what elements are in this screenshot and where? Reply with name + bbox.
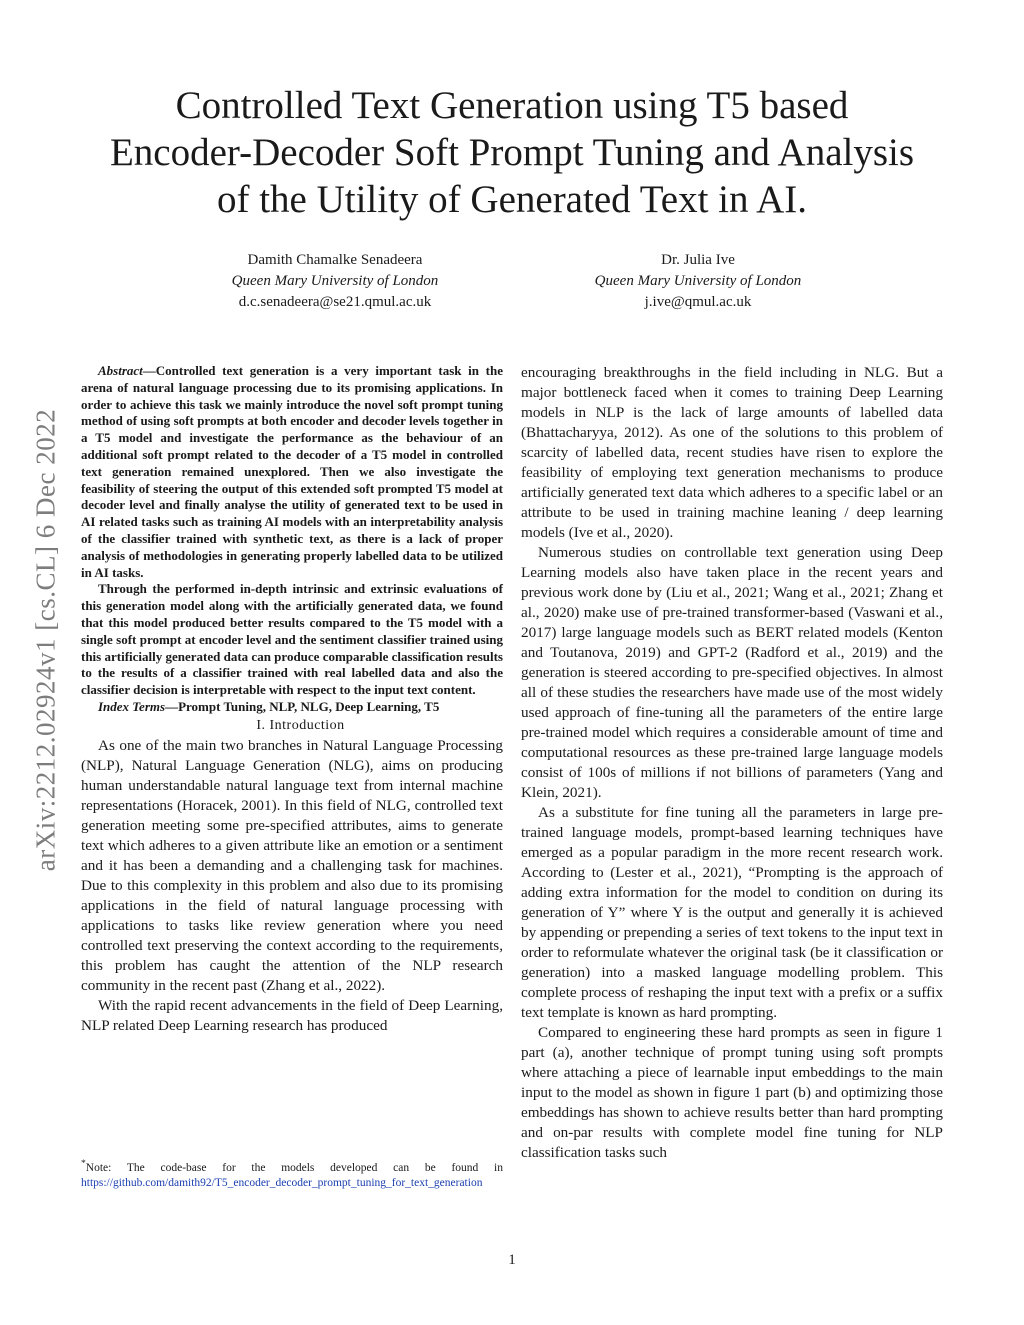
- body-paragraph: As a substitute for fine tuning all the parameters in large pre-trained language models, prompt-based learning techniques have emerged as a popular paradigm in the more recent research work. According to (Lester et al., 2021), “Prompting is the approach of adding extra information for the model to condition on during its generation of Y” where Y is the output and generally it is achieved by appending or prepending a series of text tokens to the input text in order to reformulate whatever the original task (be it classification or generation) into a masked language modelling problem. This complete process of reshaping the input text with a prefix or a suffix text template is known as hard prompting.: [521, 804, 943, 1021]
- right-column: [521, 363, 943, 1163]
- body-paragraph: Compared to engineering these hard prompts as seen in figure 1 part (a), another technique of prompt tuning using soft prompts where attaching a piece of learnable input embeddings to the main input to the model as shown in figure 1 part (b) and optimizing those embeddings has shown to achieve results better than hard prompting and on-par results with complete model fine tuning for NLP classification tasks such: [521, 1024, 943, 1161]
- abstract-text-2: Through the performed in-depth intrinsic and extrinsic evaluations of this generation model along with the artificially generated data, we found that this model produced better results compared to the T5 model with a single soft prompt at encoder level and the sentiment classifier trained using this artificially generated data can produce comparable classification results to the results of a classifier trained with real labelled data and also the classifier decision is interpretable with respect to the input text content.: [81, 581, 503, 698]
- body-paragraph: Numerous studies on controllable text generation using Deep Learning models also have taken place in the recent years and previous work done by (Liu et al., 2021; Wang et al., 2021; Zhang et al., 2020) make use of pre-trained transformer-based (Vaswani et al., 2017) large language models such as BERT related models (Kenton and Toutanova, 2019) and GPT-2 (Radford et al., 2019) and the generation is steered according to pre-specified objectives. In almost all of these studies the researchers have made use of the most widely used approach of fine-tuning all the parameters of the entire large pre-trained model which requires a considerable amount of time and computational resources as these pre-trained large language models consist of 100s of millions if not billions of parameters (Yang and Klein, 2021).: [521, 544, 943, 801]
- author-email: d.c.senadeera@se21.qmul.ac.uk: [238, 294, 432, 310]
- left-column: [81, 363, 503, 1036]
- author-name: Dr. Julia Ive: [661, 252, 735, 268]
- title-line: of the Utility of Generated Text in AI.: [216, 178, 808, 221]
- index-terms-label: Index Terms: [98, 698, 166, 714]
- code-repository-link[interactable]: https://github.com/damith92/T5_encoder_decoder_prompt_tuning_for_text_generation: [81, 1176, 483, 1189]
- section-heading-introduction: I. Introduction: [256, 717, 345, 733]
- body-paragraph: encouraging breakthroughs in the field including in NLG. But a major bottleneck faced when it comes to training Deep Learning models in NLP is the lack of large amounts of labelled data (Bhattacharyya, 2012). As one of the solutions to this problem of scarcity of labelled data, recent studies have risen to explore the feasibility of employing text generation mechanisms to produce artificially generated text data which adheres to a specific label or an attribute to be used in training machine leaning / deep learning models (Ive et al., 2020).: [521, 364, 943, 541]
- title-line: Encoder-Decoder Soft Prompt Tuning and Analysis: [109, 131, 915, 174]
- author-block-1: [185, 250, 485, 313]
- paper-title: [60, 82, 964, 223]
- title-line: Controlled Text Generation using T5 based: [175, 84, 849, 127]
- abstract-label: Abstract: [98, 363, 143, 378]
- footnote-mark: *: [81, 1158, 86, 1169]
- author-email: j.ive@qmul.ac.uk: [644, 294, 752, 310]
- body-paragraph: As one of the main two branches in Natural Language Processing (NLP), Natural Language Generation (NLG), aims on producing human understandable natural language text from internal machine representations (Horacek, 2001). In this field of NLG, controlled text generation meeting some pre-specified attributes, aims to generate text which adheres to a given attribute like an emotion or a sentiment and it has been a demanding and a challenging task for machines. Due to this complexity in this problem and also due to its promising applications in the field of natural language processing with applications to tasks like review generation where you need controlled text preserving the context according to the requirements, this problem has caught the attention of the NLP research community in the recent past (Zhang et al., 2022).: [81, 736, 503, 994]
- arxiv-identifier-stamp: arXiv:2212.02924v1 [cs.CL] 6 Dec 2022: [30, 408, 61, 872]
- abstract-text: Controlled text generation is a very important task in the arena of natural language processing due to its promising applications. In order to achieve this task we mainly introduce the novel soft prompt tuning method of using soft prompts at both encoder and decoder levels together in a T5 model and investigate the performance as the behaviour of an additional soft prompt related to the decoder of a T5 model in controlled text generation remained unexplored. Then we also investigate the feasibility of steering the output of this extended soft prompted T5 model at decoder level and finally analyse the utility of generated text to be used in AI related tasks such as training AI models with an interpretability analysis of the classifier trained with synthetic text, as there is a lack of proper analysis of methodologies in generating properly labelled data to be utilized in AI tasks.: [81, 363, 503, 580]
- index-terms: Prompt Tuning, NLP, NLG, Deep Learning, T5: [178, 698, 440, 714]
- abstract: Abstract—Controlled text generation is a very important task in the arena of natural language processing due to its promising applications. In order to achieve this task we mainly introduce the novel soft prompt tuning method of using soft prompts at both encoder and decoder levels together in a T5 model and investigate the performance as the behaviour of an additional soft prompt related to the decoder of a T5 model in controlled text generation remained unexplored. Then we also investigate the feasibility of steering the output of this extended soft prompted T5 model at decoder level and finally analyse the utility of generated text to be used in AI related tasks such as training AI models with an interpretability analysis of the classifier trained with synthetic text, as there is a lack of proper analysis of methodologies in generating properly labelled data to be utilized in AI tasks. Through the performed in-depth intrinsic and extrinsic evaluations of this generation model along with the artificially generated data, we found that this model produced better results compared to the T5 model with a single soft prompt at encoder level and the sentiment classifier trained using this artificially generated data can produce comparable classification results to the results of a classifier trained with real labelled data and also the classifier decision is interpretable with respect to the input text content. Index Terms—Prompt Tuning, NLP, NLG, Deep Learning, T5: [81, 363, 503, 714]
- author-block-2: [548, 250, 848, 313]
- author-affiliation: Queen Mary University of London: [231, 273, 439, 289]
- footnote-text: Note: The code-base for the models developed can be found in: [85, 1161, 503, 1174]
- footnote: [81, 1156, 503, 1191]
- author-affiliation: Queen Mary University of London: [594, 273, 802, 289]
- page-number: 1: [508, 1252, 516, 1268]
- body-paragraph: With the rapid recent advancements in the field of Deep Learning, NLP related Deep Learning research has produced: [81, 996, 503, 1034]
- author-name: Damith Chamalke Senadeera: [247, 252, 423, 268]
